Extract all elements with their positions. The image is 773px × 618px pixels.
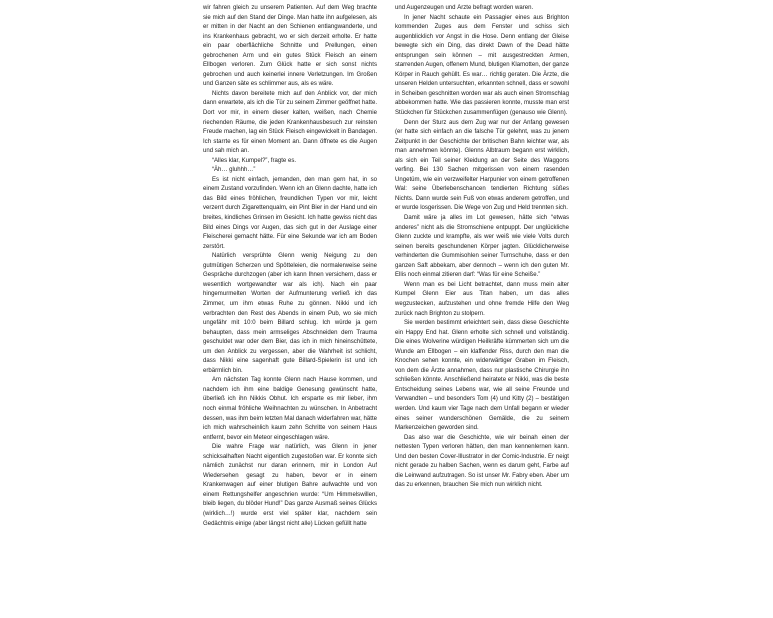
paragraph: Am nächsten Tag konnte Glenn nach Hause kommen, und nachdem ich ihm eine baldige Genesung gewünscht hatte, überließ ich ihn Nikkis Obhut. Ich ersparte es mir lieber, ihm noch einmal fröhliche Weihnachten zu wünschen. In Anbetracht dessen, was ihm beim letzten Mal danach widerfahren war, hätte ich mich wahrscheinlich kaum zehn Schritte von seinem Haus entfernt, bevor ein Meteor eingeschlagen wäre.: [203, 377, 377, 441]
paragraph: Sie werden bestimmt erleichtert sein, dass diese Geschichte ein Happy End hat. Glenn erholte sich schnell und vollständig. Die eines Wolverine würdigen Heilkräfte kümmerten sich um die Wunde am Ellbogen – ein klaffender Riss, durch den man die Knochen sehen konnte, ein widerwärtiger Graben im Fleisch, von dem die Ärzte annahmen, dass nur plastische Chirurgie ihn schließen könnte. Anschließend heiratete er Nikki, was die beste Entscheidung seines Lebens war, wie all seine Freunde und Verwandten – und besonders Tom (4) und Kitty (2) – bestätigen werden. Und kaum vier Tage nach dem Unfall begann er wieder eines seiner wunderschönen Gemälde, die zu seinem Markenzeichen geworden sind.: [395, 320, 569, 432]
paragraph: “Alles klar, Kumpel?”, fragte es.: [212, 157, 297, 164]
paragraph: Die wahre Frage war natürlich, was Glenn in jener schicksalhaften Nacht eigentlich zugestoßen war. Er konnte sich nämlich zunächst nur daran erinnern, mir in London Auf Wiedersehen gesagt zu haben, bevor er in einem Krankenwagen auf einer blutigen Bahre aufwachte und von einem Rettungshelfer angeschrien wurde: “Um Himmelswillen, bleib liegen, du blöder Hund!” Das ganze Ausmaß seines Glücks (wirklich…!) wurde erst viel später klar, nachdem sein Gedächtnis einige (aber längst nicht alle) Lücken gefüllt hatte: [203, 444, 377, 527]
paragraph: Es ist nicht einfach, jemanden, den man gern hat, in so einem Zustand vorzufinden. Wenn ich an Glenn dachte, hatte ich das Bild eines fröhlichen, freundlichen Typen vor mir, leicht verzerrt durch Zigarettenqualm, ein Pint Bier in der Hand und ein breites, kindliches Grinsen im Gesicht. Ich hatte gewiss nicht das Bild eines Dings vor Augen, das sich gut in der Auslage einer Fleischerei gemacht hätte. Für eine Sekunde war ich am Boden zerstört.: [203, 176, 377, 250]
paragraph: Nichts davon bereitete mich auf den Anblick vor, der mich dann erwartete, als ich die Tür zu seinem Zimmer geöffnet hatte. Dort vor mir, in einem dieser kalten, weißen, nach Chemie riechenden Räume, die jeden Krankenhausbesuch zur reinsten Freude machen, lag ein Stück Fleisch eingewickelt in Bandagen. Ich starrte es für einen Moment an. Dann öffnete es die Augen und sah mich an.: [203, 90, 377, 155]
text-column-left: [203, 4, 377, 614]
paragraph: Damit wäre ja alles im Lot gewesen, hätte sich “etwas anderes” nicht als die Stromschiene entpuppt. Der unglückliche Glenn zuckte und krampfte, als wer weiß wie viele Volts durch seinen bereits geschundenen Körper jagten. Glücklicherweise verhinderten die Gummisohlen seiner Turnschuhe, dass er den ganzen Saft abbekam, aber dennoch – wenn ich den guten Mr. Ellis noch einmal zitieren darf: “Was für eine Scheiße.”: [395, 215, 569, 279]
paragraph: Natürlich versprühte Glenn wenig Neigung zu den gutmütigen Scherzen und Spötteleien, die normalerweise seine Gespräche durchzogen (aber ich kann Ihnen versichern, dass er wesentlich wortgewandter war als ich). Nach ein paar hingemurmelten Worten der Aufmunterung verließ ich das Zimmer, um ihm etwas Ruhe zu gönnen. Nikki und ich verbrachten den Rest des Abends in einem Pub, wo sie mich ungefähr mit 10:0 beim Billard schlug. Ich würde ja gern behaupten, dass mein armseliges Abschneiden dem Trauma geschuldet war oder dem Bier, das ich in mich hineinschüttete, um den Anblick zu vergessen, aber die Wahrheit ist schlicht, dass Nikki eine sagenhaft gute Billard-Spielerin ist und ich erbärmlich bin.: [203, 253, 377, 374]
paragraph: In jener Nacht schaute ein Passagier eines aus Brighton kommenden Zuges aus dem Fenster und schiss sich augenblicklich vor Angst in die Hose. Denn entlang der Gleise bewegte sich ein Ding, das direkt Dawn of the Dead hätte entsprungen sein können – mit ausgestreckten Armen, starrenden Augen, offenem Mund, blutigen Klamotten, der ganze Körper in Rauch gehüllt. Es war… richtig geraten. Die Ärzte, die unseren Helden untersuchten, erkannten schnell, dass er sowohl in Scheiben geschnitten worden war als auch einen Stromschlag abbekommen hatte. Wie das passieren konnte, musste man erst Stückchen für Stückchen zusammenfügen (genauso wie Glenn).: [395, 14, 569, 117]
paragraph: und Augenzeugen und Ärzte befragt worden waren.: [395, 5, 534, 11]
paragraph: wir fahren gleich zu unserem Patienten. Auf dem Weg brachte sie mich auf den Stand der Dinge. Man hatte ihn aufgelesen, als er mitten in der Nacht an den Schienen entlangwanderte, und ins Krankenhaus gebracht, wo er sich derzeit erholte. Er hatte ein paar oberflächliche Schnitte und Prellungen, einen gebrochenen Arm und ein gutes Stück Fleisch an einem Ellbogen verloren. Zum Glück hatte er sich sonst nichts gebrochen und auch keinerlei innere Verletzungen. Im Großen und Ganzen säte es schlimmer aus, als es wäre.: [203, 5, 377, 88]
paragraph: “Äh… gluhhh…”: [212, 167, 256, 174]
paragraph: Denn der Sturz aus dem Zug war nur der Anfang gewesen (er hatte sich einfach an die falsche Tür gelehnt, was zu jenem Zeitpunkt in der Geschichte der britischen Bahn leichter war, als man annehmen könnte). Glenns Albtraum begann erst wirklich, als sich ein Teil seiner Kleidung an der Seite des Waggons verfing. Bei 130 Sachen mitgerissen von einem rasenden Ungetüm, wie ein verzweifelter Harpunier von einem getroffenen Wal: seine Überlebenschancen tendierten Richtung süßes Nichts. Dann wurde sein Fuß von etwas anderem getroffen, und er wurde losgerissen. Die Wege von Zug und Held trennten sich.: [395, 119, 569, 212]
paragraph: Wenn man es bei Licht betrachtet, dann muss mein alter Kumpel Glenn Eier aus Titan haben, um das alles wegzustecken, aufzustehen und ohne fremde Hilfe den Weg zurück nach Brighton zu stolpern.: [395, 281, 569, 317]
paragraph: Das also war die Geschichte, wie wir beinah einen der nettesten Typen verloren hätten, den man kennenlernen kann. Und den besten Cover-Illustrator in der Comic-Industrie. Er neigt nicht gerade zu halben Sachen, wenn es darum geht, Farbe auf die Leinwand aufzutragen. So ist unser Mr. Fabry eben. Aber um das zu erkennen, brauchen Sie mich nun wirklich nicht.: [395, 434, 569, 489]
text-column-right: [395, 4, 569, 614]
book-page: [203, 4, 569, 614]
